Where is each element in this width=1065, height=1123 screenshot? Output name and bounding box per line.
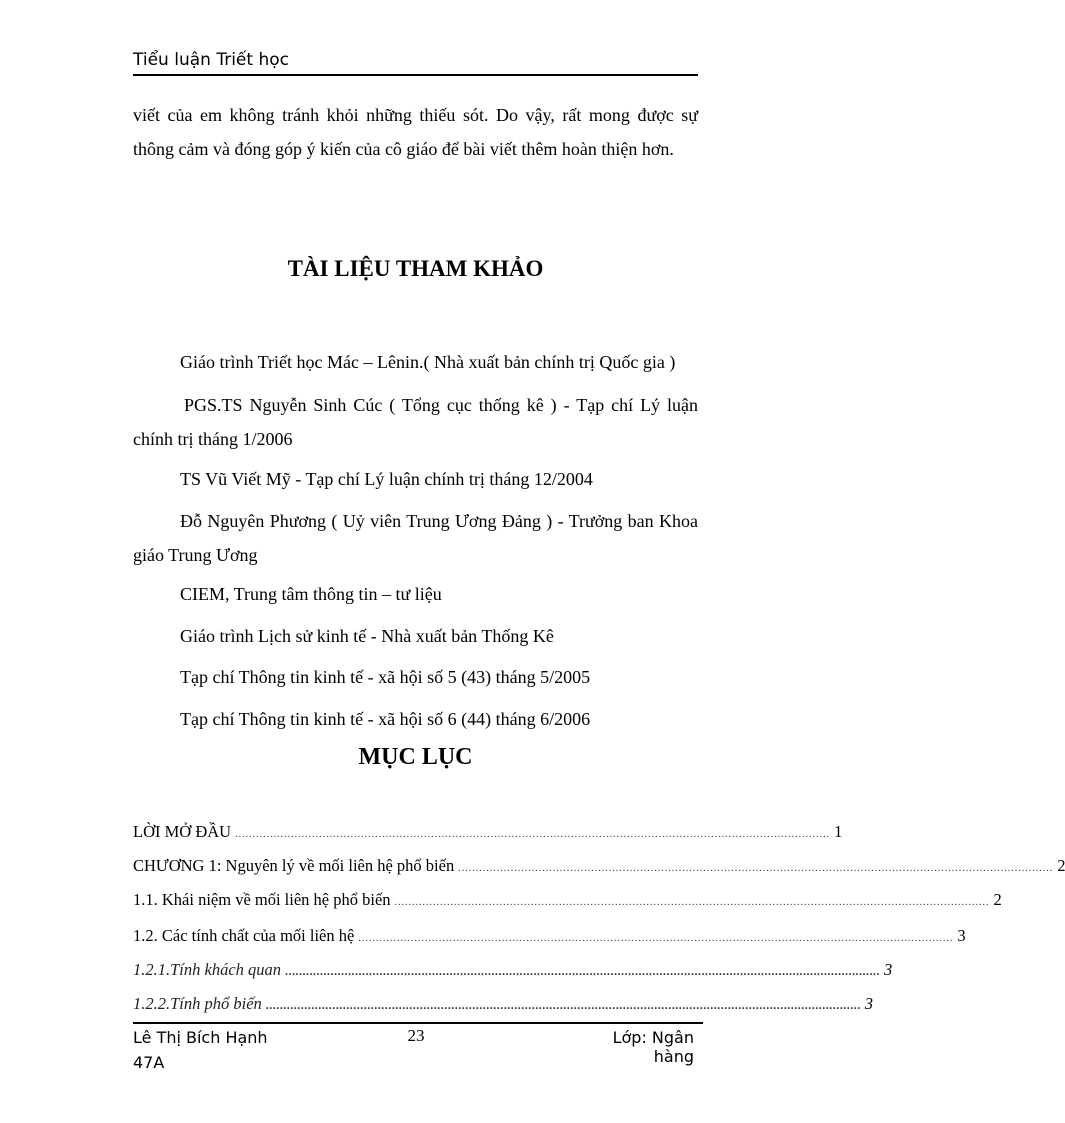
- toc-entry-page: 3: [864, 994, 874, 1013]
- toc-entry-page: 2: [993, 890, 1002, 909]
- toc-leader-dots: ..........................................................................................................................................................................: [458, 863, 1054, 874]
- toc-entry-page: 3: [957, 926, 966, 945]
- footer-author: [133, 1028, 268, 1072]
- reference-item: Giáo trình Triết học Mác – Lênin.( Nhà xuất bản chính trị Quốc gia ): [180, 352, 676, 372]
- toc-entry[interactable]: [133, 890, 1002, 914]
- references-heading: TÀI LIỆU THAM KHẢO: [287, 256, 544, 281]
- toc-entry-label: LỜI MỞ ĐẦU: [133, 822, 232, 841]
- toc-leader-dots: ..........................................................................................................................................................................: [265, 998, 861, 1012]
- footer-class: Lớp: Ngân hàng: [612, 1028, 694, 1066]
- toc-entry-label: 1.2. Các tính chất của mối liên hệ: [133, 926, 355, 945]
- toc-entry[interactable]: [133, 994, 874, 1018]
- toc-leader-dots: ..........................................................................................................................................................................: [235, 829, 831, 840]
- toc-entry[interactable]: [133, 856, 1065, 880]
- page-number: 23: [407, 1026, 425, 1045]
- toc-entry-label: CHƯƠNG 1: Nguyên lý về mối liên hệ phổ biến: [133, 856, 455, 875]
- toc-leader-dots: ..........................................................................................................................................................................: [285, 964, 881, 978]
- reference-item: Đỗ Nguyên Phương ( Uỷ viên Trung Ương Đảng ) - Trưởng ban Khoa giáo Trung Ương: [133, 511, 698, 565]
- reference-item: CIEM, Trung tâm thông tin – tư liệu: [180, 584, 442, 604]
- reference-item: PGS.TS Nguyễn Sinh Cúc ( Tổng cục thống kê ) - Tạp chí Lý luận chính trị tháng 1/2006: [133, 395, 698, 449]
- toc-entry-label: 1.2.1.Tính khách quan: [133, 960, 282, 979]
- reference-item: TS Vũ Viết Mỹ - Tạp chí Lý luận chính trị tháng 12/2004: [180, 469, 593, 489]
- toc-leader-dots: ..........................................................................................................................................................................: [358, 933, 954, 944]
- intro-paragraph: viết của em không tránh khỏi những thiếu sót. Do vậy, rất mong được sự thông cảm và đóng góp ý kiến của cô giáo để bài viết thêm hoàn thiện hơn.: [133, 105, 698, 159]
- footer-author-class: 47A: [133, 1053, 165, 1072]
- page-header: [133, 50, 698, 76]
- footer-author-name: Lê Thị Bích Hạnh: [133, 1028, 268, 1047]
- toc-leader-dots: ..........................................................................................................................................................................: [394, 897, 990, 908]
- footer-rule: [133, 1022, 703, 1024]
- reference-item: Giáo trình Lịch sử kinh tế - Nhà xuất bản Thống Kê: [180, 626, 554, 646]
- reference-item: Tạp chí Thông tin kinh tế - xã hội số 6 (44) tháng 6/2006: [180, 709, 591, 729]
- toc-entry[interactable]: [133, 960, 893, 984]
- reference-item: Tạp chí Thông tin kinh tế - xã hội số 5 (43) tháng 5/2005: [180, 667, 591, 687]
- toc-heading: MỤC LỤC: [358, 744, 473, 770]
- toc-entry-page: 1: [834, 822, 843, 841]
- header-title: Tiểu luận Triết học: [133, 50, 289, 70]
- toc-entry-page: 2: [1057, 856, 1065, 875]
- toc-entry-label: 1.1. Khái niệm về mối liên hệ phổ biến: [133, 890, 391, 909]
- toc-entry-label: 1.2.2.Tính phổ biến: [133, 994, 262, 1013]
- toc-entry-page: 3: [884, 960, 893, 979]
- toc-entry[interactable]: [133, 926, 966, 950]
- toc-entry[interactable]: [133, 822, 843, 846]
